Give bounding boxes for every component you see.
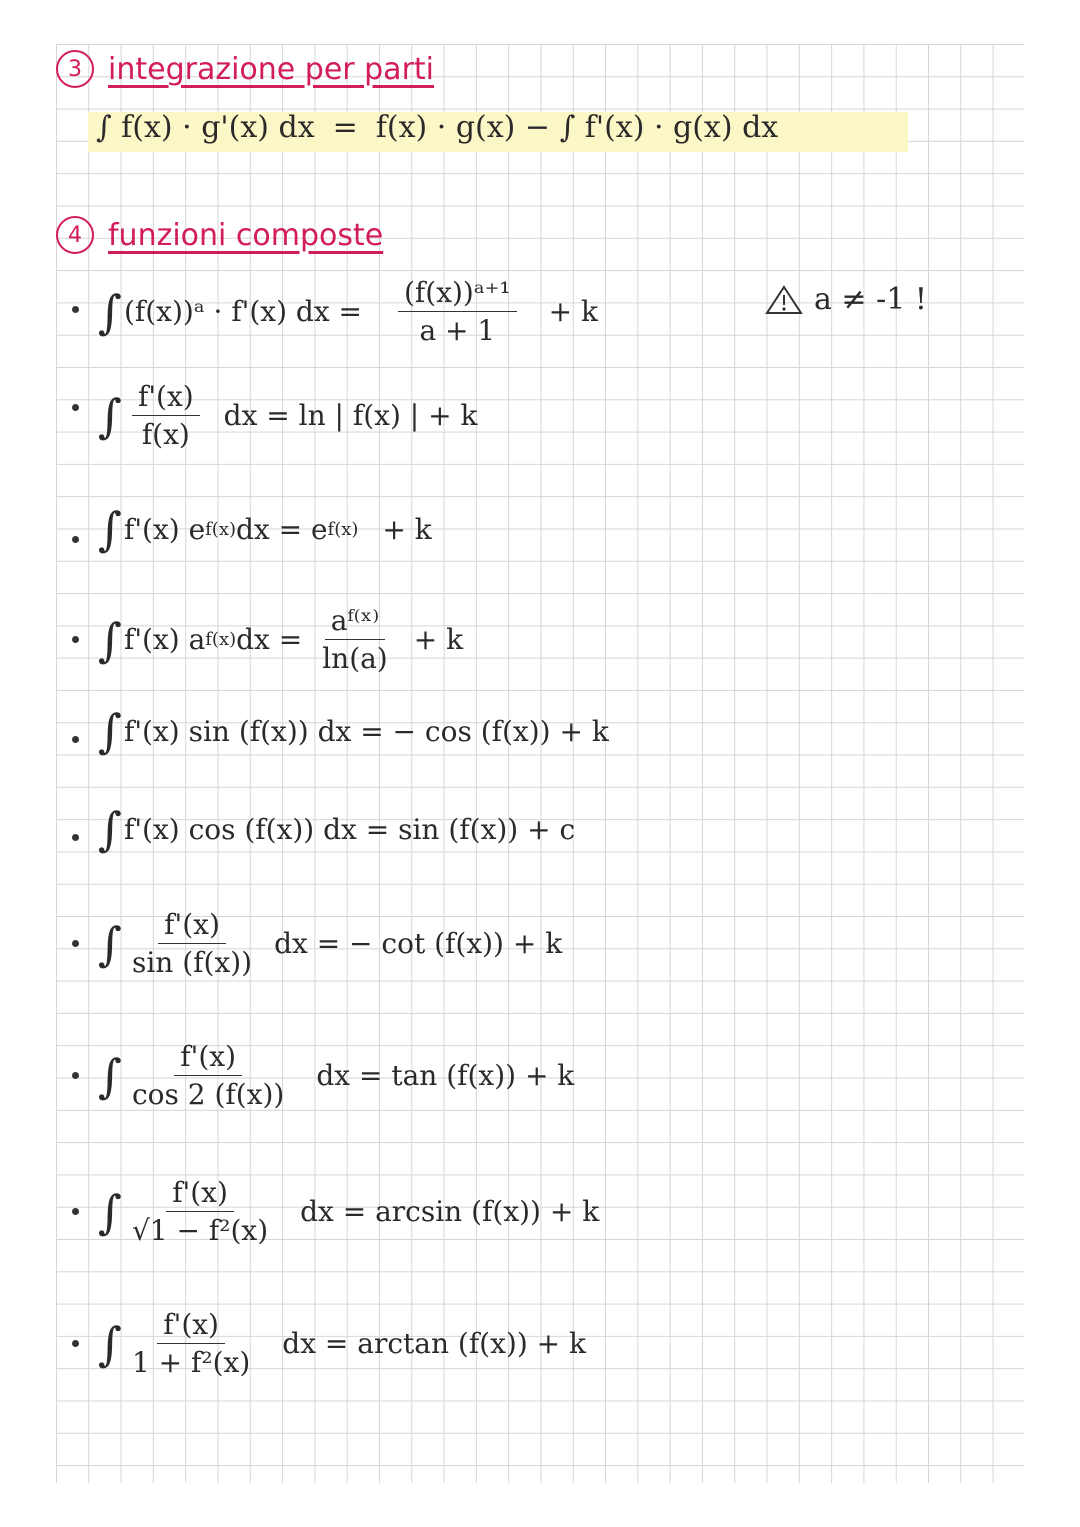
constant: + k (382, 512, 432, 546)
numerator: (f(x))ᵃ⁺¹ (398, 276, 517, 312)
integral-sign: ∫ (98, 1184, 122, 1239)
formula-equals: = (332, 110, 358, 145)
integral-sign: ∫ (98, 1316, 122, 1371)
integral-sign: ∫ (98, 388, 122, 443)
formula-arcsin (98, 1176, 599, 1247)
numerator: f'(x) (158, 908, 226, 944)
fraction (132, 908, 252, 979)
integral-sign: ∫ (98, 612, 122, 667)
numerator: f'(x) (166, 1176, 234, 1212)
formula-lhs: f'(x) a (123, 623, 206, 656)
denominator: √1 − f²(x) (131, 1214, 269, 1247)
page-margin (0, 1483, 1080, 1527)
formula-rhs: f(x) · g(x) − ∫ f'(x) · g(x) dx (375, 110, 779, 145)
numerator: f'(x) (157, 1308, 225, 1344)
formula-lhs: f'(x) e (123, 512, 206, 546)
warning-note (764, 282, 927, 317)
bullet (72, 1072, 79, 1079)
formula-text: f'(x) sin (f(x)) dx = − cos (f(x)) + k (123, 714, 609, 748)
section-number: 4 (56, 216, 94, 254)
numerator: f'(x) (174, 1040, 242, 1076)
formula-sin (98, 704, 609, 758)
denominator: sin (f(x)) (131, 946, 253, 979)
exponent: f(x) (327, 518, 359, 540)
formula-general-exp (98, 604, 463, 675)
warning-text: a ≠ -1 ! (814, 282, 927, 317)
formula-log (98, 380, 477, 451)
exponent: f(x) (205, 518, 236, 540)
formula-cot (98, 908, 562, 979)
section-number: 3 (56, 50, 94, 88)
formula-rhs: dx = ln | f(x) | + k (223, 399, 478, 432)
fraction (132, 1176, 268, 1247)
formula-arctan (98, 1308, 586, 1379)
bullet (72, 636, 79, 643)
bullet (72, 536, 79, 543)
section-heading-4 (56, 216, 383, 254)
denominator: ln(a) (322, 642, 388, 675)
page-margin (0, 0, 56, 1527)
formula-lhs: ∫ f(x) · g'(x) dx (96, 110, 315, 145)
fraction (322, 604, 388, 675)
integral-sign: ∫ (98, 284, 122, 339)
section-title: integrazione per parti (108, 51, 435, 87)
integral-sign: ∫ (98, 1048, 122, 1103)
formula-rhs: dx = tan (f(x)) + k (316, 1059, 575, 1092)
section-heading-3 (56, 50, 434, 88)
formula-cos (98, 802, 576, 856)
formula-rhs: dx = arctan (f(x)) + k (282, 1327, 586, 1360)
bullet (72, 404, 79, 411)
numerator: f'(x) (132, 380, 200, 416)
warning-icon (764, 284, 804, 316)
section-title: funzioni composte (108, 217, 384, 253)
page-margin (1024, 0, 1080, 1527)
formula-tan (98, 1040, 574, 1111)
denominator: f(x) (141, 418, 190, 451)
bullet (72, 306, 79, 313)
integral-sign: ∫ (98, 704, 122, 758)
fraction (132, 1308, 250, 1379)
integral-sign: ∫ (98, 502, 122, 556)
constant: + k (548, 295, 598, 328)
bullet (72, 1208, 79, 1215)
bullet (72, 834, 79, 841)
formula-rhs: dx = arcsin (f(x)) + k (300, 1195, 600, 1228)
exponent: f(x) (205, 629, 237, 650)
denominator: cos 2 (f(x)) (131, 1078, 285, 1111)
denominator: 1 + f²(x) (131, 1346, 251, 1379)
bullet (72, 736, 79, 743)
fraction (132, 1040, 284, 1111)
page-margin (0, 0, 1080, 44)
formula-exp (98, 502, 432, 556)
fraction (398, 276, 517, 347)
constant: + k (413, 623, 464, 656)
integral-sign: ∫ (98, 802, 122, 856)
numerator: aᶠ⁽ˣ⁾ (325, 604, 386, 640)
fraction (132, 380, 200, 451)
formula-mid: dx = (236, 623, 303, 656)
formula-mid: dx = e (236, 512, 328, 546)
integration-by-parts-formula (96, 110, 778, 145)
formula-text: f'(x) cos (f(x)) dx = sin (f(x)) + c (123, 812, 576, 846)
formula-rhs: dx = − cot (f(x)) + k (274, 927, 563, 960)
bullet (72, 1340, 79, 1347)
formula-lhs: (f(x))ᵃ · f'(x) dx = (123, 295, 362, 328)
bullet (72, 940, 79, 947)
integral-sign: ∫ (98, 916, 122, 971)
formula-power (98, 276, 598, 347)
denominator: a + 1 (419, 314, 496, 347)
